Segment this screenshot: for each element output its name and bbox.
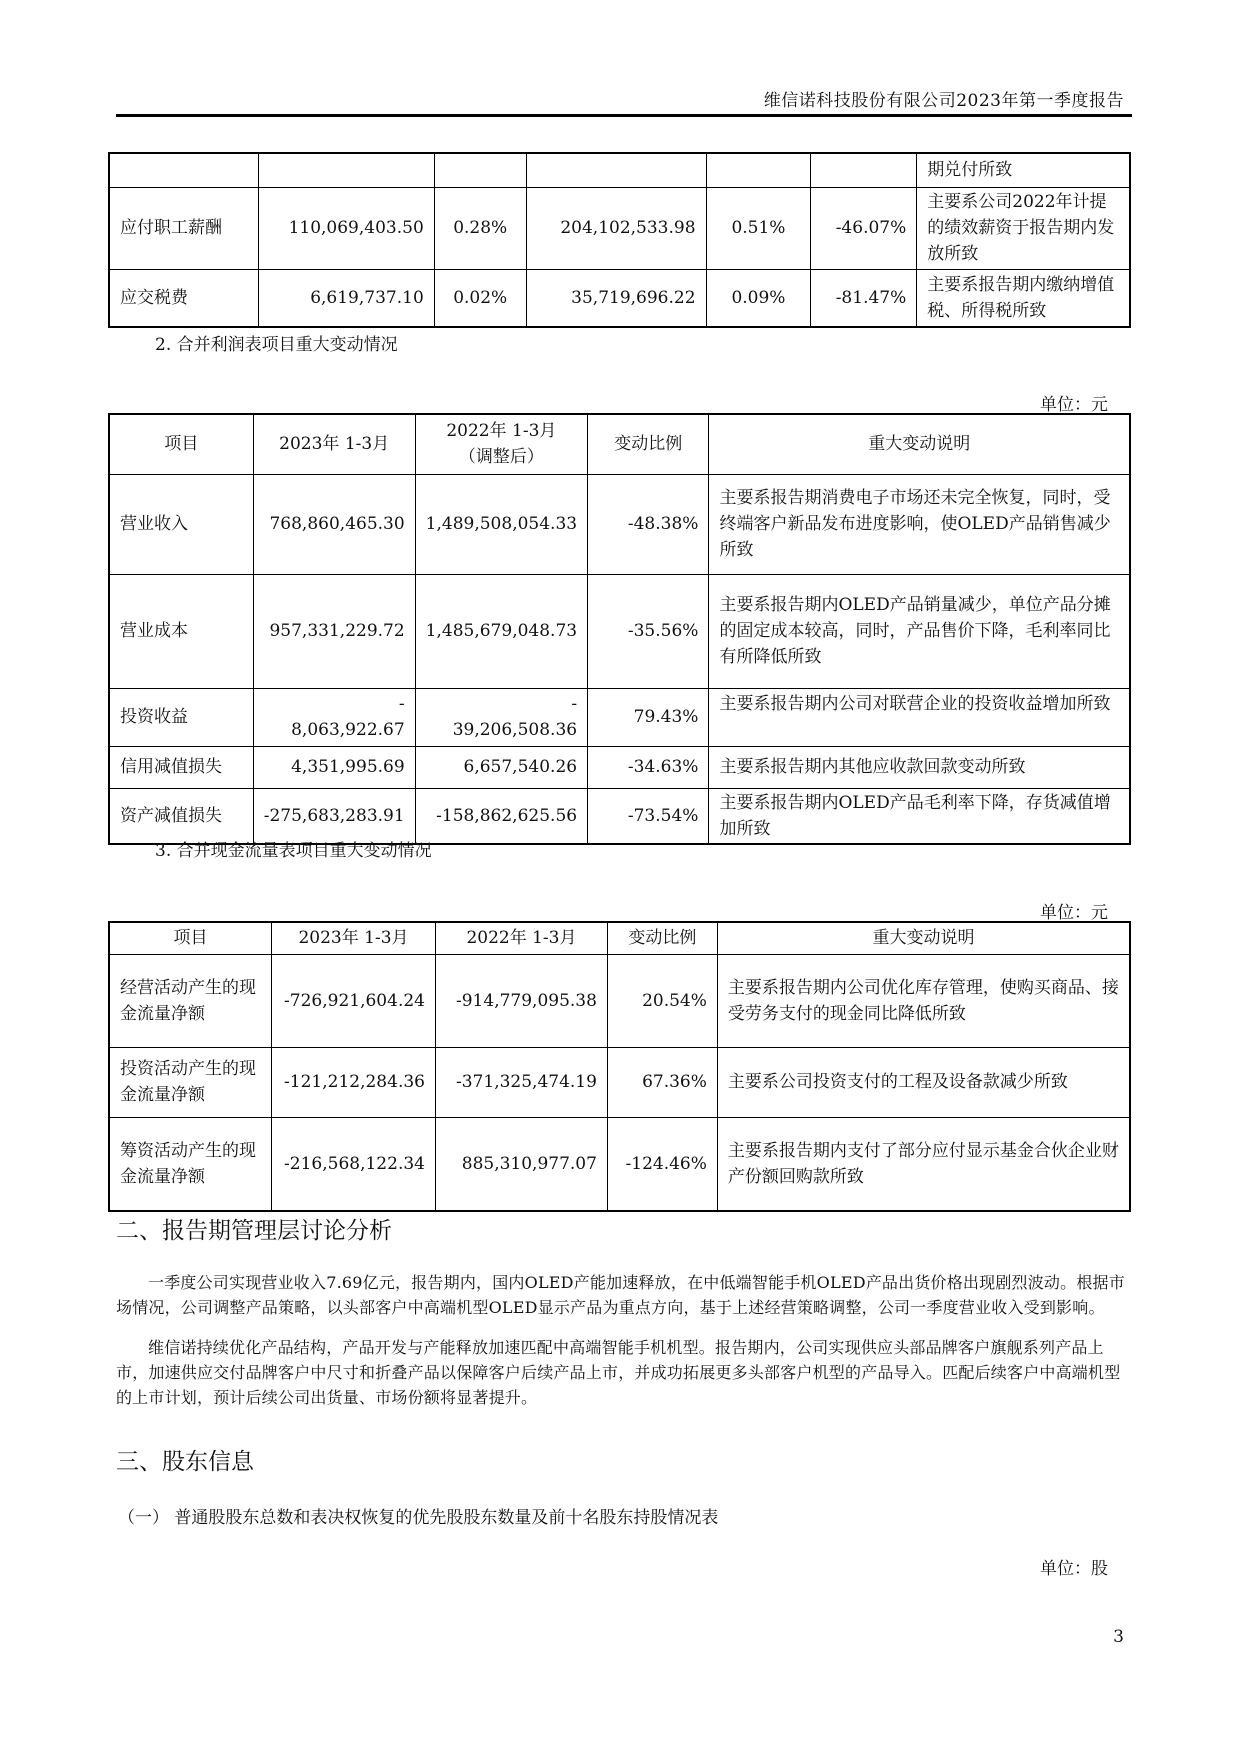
item-cell: 投资活动产生的现金流量净额 <box>109 1047 272 1117</box>
mda-paragraph-2: 维信诺持续优化产品结构，产品开发与产能释放加速匹配中高端智能手机机型。报告期内，公司实现供应头部品牌客户旗舰系列产品上市，加速供应交付品牌客户中尺寸和折叠产品以保障客户后续产品上市，并成功拓展更多头部客户机型的产品导入。匹配后续客户中高端机型的上市计划，预计后续公司出货量、市场份额将显著提升。 <box>116 1338 1121 1407</box>
value-2022-cell: 1,485,679,048.73 <box>415 574 587 688</box>
shareholder-subsection-title: （一） 普通股股东总数和表决权恢复的优先股股东数量及前十名股东持股情况表 <box>118 1508 719 1528</box>
value-2022-cell: -371,325,474.19 <box>435 1047 607 1117</box>
header-change: 变动比例 <box>607 922 717 954</box>
percent-cell: 0.02% <box>434 269 526 327</box>
change-cell <box>811 153 917 187</box>
value-2023-amount: 8,063,922.67 <box>291 720 405 740</box>
note-cell: 主要系报告期内公司优化库存管理，使购买商品、接受劳务支付的现金同比降低所致 <box>717 954 1130 1047</box>
header-item: 项目 <box>109 922 272 954</box>
item-cell: 信用减值损失 <box>109 746 253 788</box>
change-cell: -34.63% <box>588 746 709 788</box>
header-item: 项目 <box>109 414 253 474</box>
change-cell: -48.38% <box>588 474 709 574</box>
table-row <box>109 1117 1130 1211</box>
percent-cell <box>706 153 811 187</box>
header-2022 <box>415 414 587 474</box>
value-2023-cell <box>253 688 415 746</box>
report-header-title: 维信诺科技股份有限公司2023年第一季度报告 <box>763 91 1124 111</box>
value-2022-cell: -914,779,095.38 <box>435 954 607 1047</box>
note-cell: 期兑付所致 <box>917 153 1130 187</box>
note-cell: 主要系公司2022年计提的绩效薪资于报告期内发放所致 <box>917 187 1130 269</box>
change-cell: -35.56% <box>588 574 709 688</box>
value-cell: 6,619,737.10 <box>258 269 434 327</box>
value-cell <box>258 153 434 187</box>
table-row <box>109 574 1130 688</box>
value-2022-cell: -158,862,625.56 <box>415 788 587 844</box>
note-cell: 主要系报告期消费电子市场还未完全恢复，同时，受终端客户新品发布进度影响，使OLED产品销售减少所致 <box>709 474 1130 574</box>
header-note: 重大变动说明 <box>717 922 1130 954</box>
header-2022-label: 2022年 1-3月 <box>446 421 557 442</box>
value-cell: 110,069,403.50 <box>258 187 434 269</box>
header-note: 重大变动说明 <box>709 414 1130 474</box>
table-row <box>109 269 1130 327</box>
item-cell: 经营活动产生的现金流量净额 <box>109 954 272 1047</box>
cashflow-changes-table <box>108 921 1131 1212</box>
table-header-row <box>109 414 1130 474</box>
value-2022-cell: 1,489,508,054.33 <box>415 474 587 574</box>
balance-sheet-changes-table <box>108 152 1131 328</box>
change-cell: 67.36% <box>607 1047 717 1117</box>
table-row <box>109 954 1130 1047</box>
mda-paragraph-1: 一季度公司实现营业收入7.69亿元，报告期内，国内OLED产能加速释放，在中低端智能手机OLED产品出货价格出现剧烈波动。根据市场情况，公司调整产品策略，以头部客户中高端机型OLED显示产品为重点方向，基于上述经营策略调整，公司一季度营业收入受到影响。 <box>116 1273 1125 1317</box>
value-2023-cell: -121,212,284.36 <box>272 1047 436 1117</box>
item-cell: 资产减值损失 <box>109 788 253 844</box>
value-2022-cell <box>415 688 587 746</box>
change-cell: -73.54% <box>588 788 709 844</box>
item-cell: 投资收益 <box>109 688 253 746</box>
item-cell: 应交税费 <box>109 269 258 327</box>
negative-sign: - <box>398 694 405 714</box>
table-header-row <box>109 922 1130 954</box>
item-cell: 筹资活动产生的现金流量净额 <box>109 1117 272 1211</box>
value-cell: 204,102,533.98 <box>526 187 706 269</box>
note-cell: 主要系公司投资支付的工程及设备款减少所致 <box>717 1047 1130 1117</box>
shareholder-section-heading: 三、股东信息 <box>116 1449 254 1475</box>
negative-sign: - <box>571 694 578 714</box>
value-2022-cell: 885,310,977.07 <box>435 1117 607 1211</box>
note-cell: 主要系报告期内支付了部分应付显示基金合伙企业财产份额回购款所致 <box>717 1117 1130 1211</box>
value-2023-cell: -726,921,604.24 <box>272 954 436 1047</box>
header-divider <box>116 114 1132 117</box>
percent-cell: 0.09% <box>706 269 811 327</box>
table-row <box>109 1047 1130 1117</box>
table-row <box>109 746 1130 788</box>
note-cell: 主要系报告期内公司对联营企业的投资收益增加所致 <box>709 688 1130 746</box>
header-2022-adjusted: （调整后） <box>458 447 544 468</box>
item-cell: 营业收入 <box>109 474 253 574</box>
income-section-title: 2. 合并利润表项目重大变动情况 <box>155 335 398 355</box>
percent-cell <box>434 153 526 187</box>
table-row <box>109 688 1130 746</box>
item-cell: 应付职工薪酬 <box>109 187 258 269</box>
percent-cell: 0.28% <box>434 187 526 269</box>
percent-cell: 0.51% <box>706 187 811 269</box>
income-unit-label: 单位：元 <box>1040 395 1108 415</box>
cashflow-section-title: 3. 合并现金流量表项目重大变动情况 <box>155 841 432 861</box>
change-cell: 79.43% <box>588 688 709 746</box>
change-cell: -81.47% <box>811 269 917 327</box>
value-cell <box>526 153 706 187</box>
change-cell: -46.07% <box>811 187 917 269</box>
note-cell: 主要系报告期内缴纳增值税、所得税所致 <box>917 269 1130 327</box>
header-2023: 2023年 1-3月 <box>272 922 436 954</box>
value-2022-cell: 6,657,540.26 <box>415 746 587 788</box>
item-cell <box>109 153 258 187</box>
table-row <box>109 474 1130 574</box>
header-2022: 2022年 1-3月 <box>435 922 607 954</box>
shareholder-unit-label: 单位：股 <box>1040 1559 1108 1579</box>
header-2023: 2023年 1-3月 <box>253 414 415 474</box>
value-2023-cell: -275,683,283.91 <box>253 788 415 844</box>
value-2023-cell: -216,568,122.34 <box>272 1117 436 1211</box>
table-row <box>109 153 1130 187</box>
item-cell: 营业成本 <box>109 574 253 688</box>
note-cell: 主要系报告期内OLED产品毛利率下降，存货减值增加所致 <box>709 788 1130 844</box>
change-cell: 20.54% <box>607 954 717 1047</box>
income-statement-changes-table <box>108 413 1131 845</box>
cashflow-unit-label: 单位：元 <box>1040 903 1108 923</box>
page-number: 3 <box>1113 1627 1124 1647</box>
value-2023-cell: 768,860,465.30 <box>253 474 415 574</box>
table-row <box>109 187 1130 269</box>
header-change: 变动比例 <box>588 414 709 474</box>
note-cell: 主要系报告期内其他应收款回款变动所致 <box>709 746 1130 788</box>
value-2023-cell: 957,331,229.72 <box>253 574 415 688</box>
value-2023-cell: 4,351,995.69 <box>253 746 415 788</box>
value-cell: 35,719,696.22 <box>526 269 706 327</box>
mda-section-heading: 二、报告期管理层讨论分析 <box>116 1218 392 1244</box>
note-cell: 主要系报告期内OLED产品销量减少，单位产品分摊的固定成本较高，同时，产品售价下降，毛利率同比有所降低所致 <box>709 574 1130 688</box>
change-cell: -124.46% <box>607 1117 717 1211</box>
value-2022-amount: 39,206,508.36 <box>452 720 578 740</box>
